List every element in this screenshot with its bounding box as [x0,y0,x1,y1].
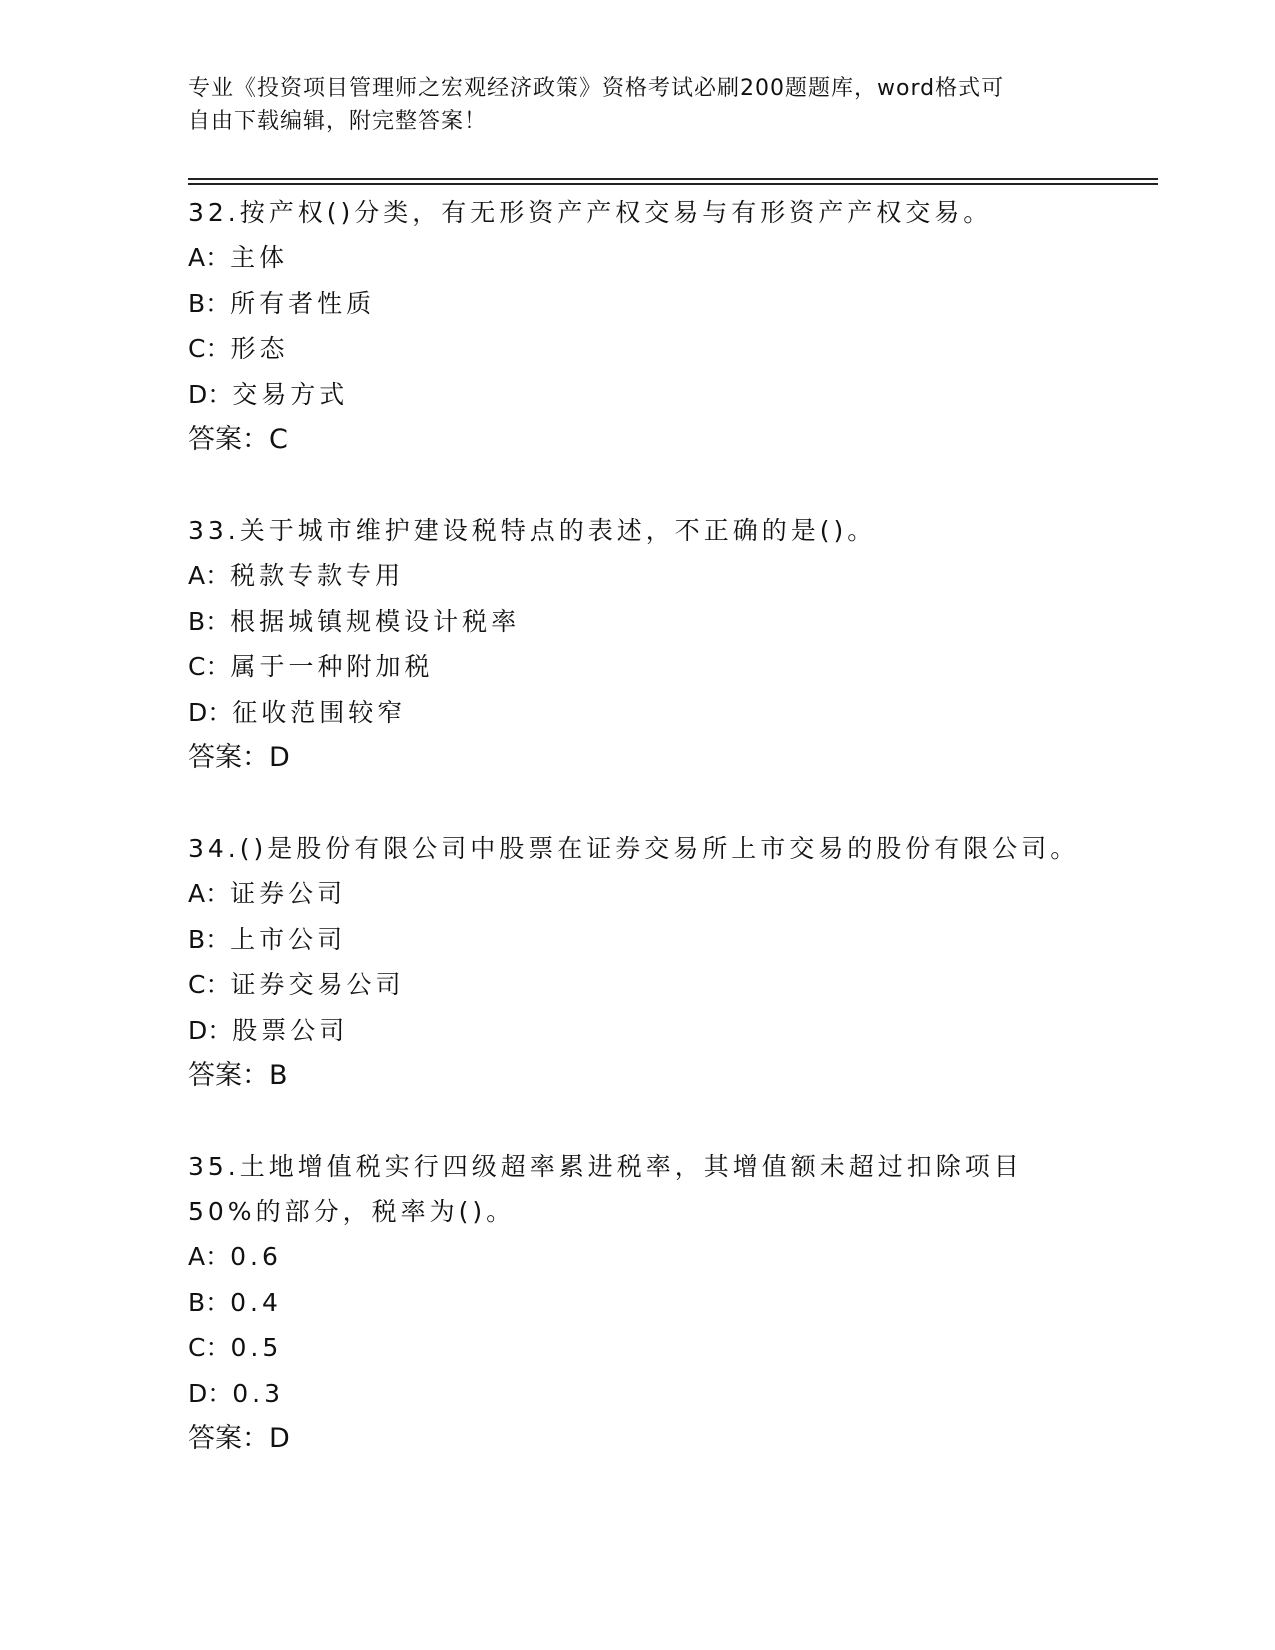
option-letter: D： [188,697,233,727]
option-letter: D： [188,1015,233,1045]
option-c [188,326,1088,372]
option-b [188,1280,1088,1326]
answer-line: 答案：C [188,424,288,455]
option-letter: D： [188,379,233,409]
question-stem: 33.关于城市维护建设税特点的表述，不正确的是()。 [188,516,877,545]
option-letter: A： [188,1242,231,1271]
answer-line: 答案：D [188,1423,290,1454]
question-34 [188,826,1088,1098]
option-text: 上市公司 [230,924,347,954]
option-letter: C： [188,1333,231,1362]
option-a [188,1234,1088,1280]
question-stem: 35.土地增值税实行四级超率累进税率，其增值额未超过扣除项目50%的部分，税率为()。 [188,1152,1023,1226]
option-a [188,553,1088,599]
option-text: 征收范围较窄 [232,697,407,727]
question-33 [188,508,1088,780]
option-text: 交易方式 [232,379,349,409]
option-letter: C： [188,334,231,363]
header-divider-top [188,178,1158,180]
option-text: 0.4 [230,1287,282,1317]
answer-line: 答案：D [188,742,290,773]
option-text: 形态 [230,334,289,363]
header-line-1: 专业《投资项目管理师之宏观经济政策》资格考试必刷200题题库，word格式可 [188,76,1005,101]
option-letter: C： [188,652,231,681]
option-d [188,690,1088,736]
option-text: 0.3 [232,1378,285,1408]
option-letter: C： [188,970,231,999]
option-letter: A： [188,879,231,908]
option-letter: B： [188,924,231,954]
option-d [188,1371,1088,1417]
answer-line: 答案：B [188,1060,288,1091]
option-letter: B： [188,606,231,636]
option-text: 0.5 [230,1333,283,1362]
option-text: 0.6 [230,1242,282,1271]
option-a [188,871,1088,917]
option-letter: B： [188,1287,231,1317]
option-c [188,644,1088,690]
header-divider-bottom [188,183,1158,185]
option-letter: B： [188,288,231,318]
option-d [188,372,1088,418]
option-text: 根据城镇规模设计税率 [230,606,521,636]
option-b [188,599,1088,645]
option-a [188,235,1088,281]
option-d [188,1008,1088,1054]
option-text: 主体 [230,243,289,272]
question-stem: 34.()是股份有限公司中股票在证券交易所上市交易的股份有限公司。 [188,834,1080,863]
option-b [188,281,1088,327]
header-line-2: 自由下载编辑，附完整答案！ [188,109,488,134]
question-list [188,190,1088,1507]
option-letter: A： [188,561,231,590]
option-text: 属于一种附加税 [230,652,434,681]
question-32 [188,190,1088,462]
option-letter: D： [188,1378,233,1408]
document-header [188,72,1068,138]
question-35 [188,1144,1088,1461]
option-text: 股票公司 [232,1015,349,1045]
option-text: 证券交易公司 [230,970,405,999]
option-c [188,1325,1088,1371]
option-letter: A： [188,243,231,272]
option-text: 证券公司 [230,879,347,908]
option-text: 税款专款专用 [230,561,405,590]
option-b [188,917,1088,963]
option-c [188,962,1088,1008]
option-text: 所有者性质 [230,288,376,318]
question-stem: 32.按产权()分类，有无形资产产权交易与有形资产产权交易。 [188,198,993,227]
